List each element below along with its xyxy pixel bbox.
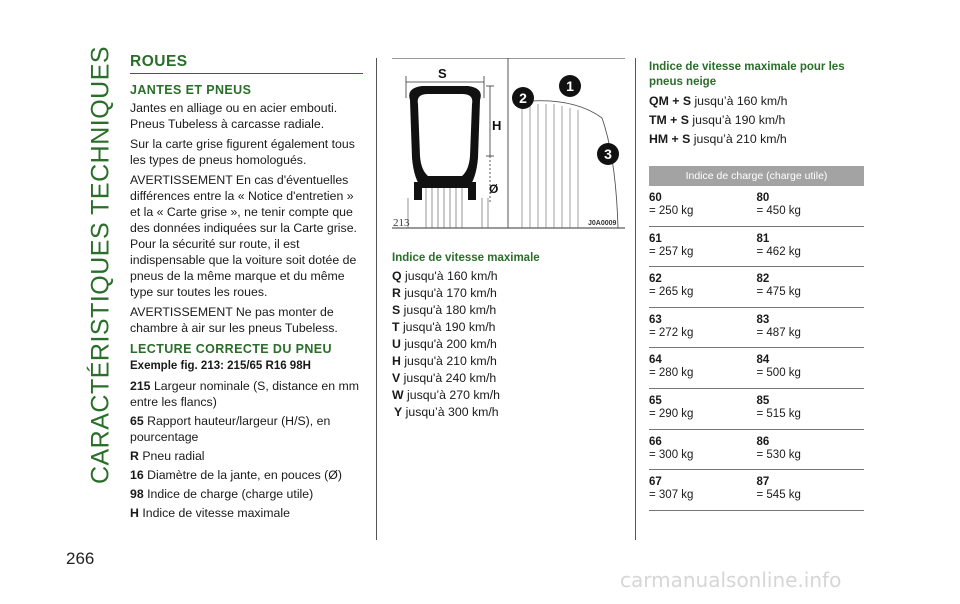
table-cell: 83 = 487 kg: [756, 313, 801, 339]
diameter-label: Ø: [489, 182, 499, 196]
svg-text:2: 2: [519, 90, 527, 106]
wheels-section: [130, 54, 363, 524]
paragraph: Jantes en alliage ou en acier embouti. Pneus Tubeless à carcasse radiale.: [130, 101, 338, 131]
definition-item: 98 Indice de charge (charge utile): [130, 487, 314, 501]
speed-index-title: Indice de vitesse maximale: [392, 252, 540, 264]
snow-speed-index: [649, 60, 864, 150]
table-cell: 67 = 307 kg: [649, 476, 694, 502]
table-row: [649, 470, 864, 511]
speed-row: R jusqu'à 170 km/h: [392, 286, 497, 300]
tire-section: [408, 86, 488, 228]
example-line: Exemple fig. 213: 215/65 R16 98H: [130, 360, 311, 372]
figure-code: J0A0009: [588, 220, 617, 227]
speed-row: V jusqu'à 240 km/h: [392, 371, 497, 385]
callout-2: [512, 87, 534, 109]
speed-row: Y jusqu’à 300 km/h: [394, 405, 499, 419]
section-heading: ROUES: [130, 54, 363, 74]
table-cell: 84 = 500 kg: [756, 354, 801, 380]
table-cell: 85 = 515 kg: [756, 394, 801, 420]
speed-index-list: [392, 250, 622, 421]
svg-text:1: 1: [566, 78, 574, 94]
table-row: [649, 186, 864, 227]
table-cell: 62 = 265 kg: [649, 273, 694, 299]
snow-row: TM + S jusqu’à 190 km/h: [649, 113, 786, 127]
column-divider: [635, 58, 636, 540]
load-index-table: [649, 166, 864, 511]
definition-list: [130, 378, 363, 521]
svg-text:3: 3: [604, 146, 612, 162]
tire-diagram: [392, 58, 625, 233]
sidebar-chapter-title: [82, 40, 120, 490]
subsection-heading: JANTES ET PNEUS: [130, 83, 252, 97]
definition-item: 16 Diamètre de la jante, en pouces (Ø): [130, 468, 342, 482]
table-row: [649, 267, 864, 308]
definition-item: H Indice de vitesse maximale: [130, 506, 290, 520]
figure-number: 213: [393, 217, 410, 229]
table-cell: 60 = 250 kg: [649, 192, 694, 217]
table-cell: 82 = 475 kg: [756, 273, 801, 299]
table-cell: 87 = 545 kg: [756, 476, 801, 502]
definition-item: R Pneu radial: [130, 449, 205, 463]
table-cell: 80 = 450 kg: [756, 192, 801, 217]
speed-row: H jusqu'à 210 km/h: [392, 354, 497, 368]
width-label: S: [438, 66, 447, 81]
watermark: carmanualsonline.info: [620, 568, 842, 592]
table-row: [649, 430, 864, 471]
speed-row: Q jusqu'à 160 km/h: [392, 269, 498, 283]
callout-1: [559, 75, 581, 97]
callout-3: [597, 143, 619, 165]
table-cell: 65 = 290 kg: [649, 394, 694, 420]
table-cell: 63 = 272 kg: [649, 313, 694, 339]
table-row: [649, 308, 864, 349]
table-row: [649, 348, 864, 389]
speed-row: W jusqu’à 270 km/h: [392, 388, 500, 402]
snow-row: HM + S jusqu’à 210 km/h: [649, 132, 787, 146]
table-cell: 61 = 257 kg: [649, 232, 694, 258]
sidewall-view: [518, 101, 618, 228]
table-cell: 86 = 530 kg: [756, 435, 801, 461]
paragraph: Sur la carte grise figurent également tous les types de pneus homologués.: [130, 137, 355, 167]
column-divider: [376, 58, 377, 540]
snow-row: QM + S jusqu’à 160 km/h: [649, 94, 788, 108]
warning-paragraph: AVERTISSEMENT En cas d'éventuelles différences entre la « Notice d'entretien » et la « Carte grise », ne tenir compte que des données indiquées sur la Carte grise. Pour la sécurité sur route, il est indispensable que la voiture soit dotée de pneus de la même marque et du même type sur toutes les roues.: [130, 173, 357, 299]
table-row: [649, 389, 864, 430]
page-number: 266: [66, 549, 95, 568]
speed-row: T jusqu'à 190 km/h: [392, 320, 496, 334]
table-cell: 81 = 462 kg: [756, 232, 801, 258]
subsection-heading: LECTURE CORRECTE DU PNEU: [130, 342, 332, 356]
chapter-title-text: CARACTÉRISTIQUES TECHNIQUES: [86, 45, 115, 485]
speed-row: S jusqu'à 180 km/h: [392, 303, 497, 317]
definition-item: 215 Largeur nominale (S, distance en mm entre les flancs): [130, 379, 360, 409]
table-cell: 64 = 280 kg: [649, 354, 694, 380]
height-label: H: [492, 118, 502, 133]
table-header: Indice de charge (charge utile): [649, 166, 864, 186]
table-cell: 66 = 300 kg: [649, 435, 694, 461]
definition-item: 65 Rapport hauteur/largeur (H/S), en pourcentage: [130, 414, 331, 444]
speed-row: U jusqu'à 200 km/h: [392, 337, 497, 351]
snow-index-title: Indice de vitesse maximale pour les pneus neige: [649, 61, 845, 88]
table-row: [649, 227, 864, 268]
warning-paragraph: AVERTISSEMENT Ne pas monter de chambre à air sur les pneus Tubeless.: [130, 305, 338, 335]
